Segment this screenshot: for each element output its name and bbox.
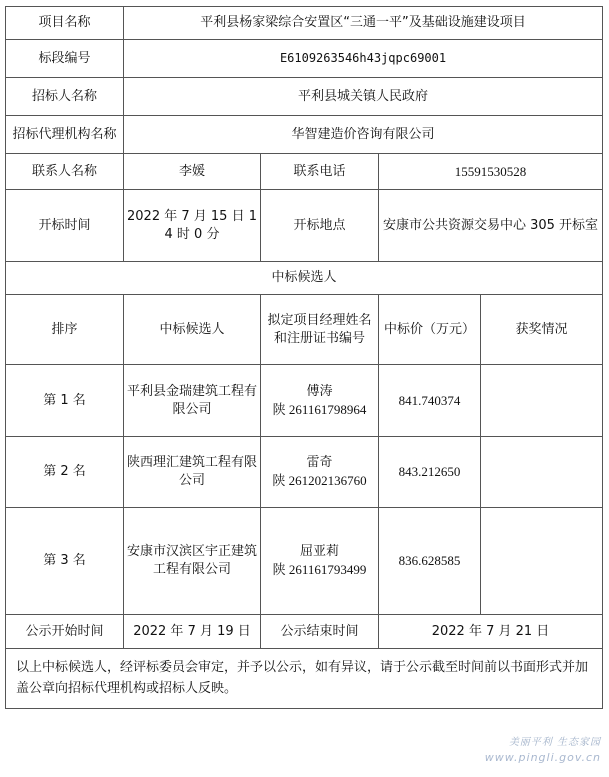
table-row xyxy=(6,437,603,508)
header-candidate: 中标候选人 xyxy=(124,295,261,365)
row-publicity xyxy=(6,615,603,649)
opening-time-value: 2022 年 7 月 15 日 14 时 0 分 xyxy=(124,190,261,262)
project-name-value: 平利县杨家梁综合安置区“三通一平”及基础设施建设项目 xyxy=(124,7,603,40)
candidate-price: 836.628585 xyxy=(379,508,481,615)
candidate-manager xyxy=(261,437,379,508)
header-rank: 排序 xyxy=(6,295,124,365)
candidates-heading: 中标候选人 xyxy=(6,262,603,295)
manager-cert: 陕 261202136760 xyxy=(272,473,367,488)
phone-label: 联系电话 xyxy=(261,154,379,190)
table-row xyxy=(6,508,603,615)
candidate-rank: 第 3 名 xyxy=(6,508,124,615)
manager-name: 屈亚莉 xyxy=(299,544,339,560)
site-watermark xyxy=(485,736,601,765)
header-manager: 拟定项目经理姓名和注册证书编号 xyxy=(261,295,379,365)
opening-place-label: 开标地点 xyxy=(261,190,379,262)
watermark-brand: 美丽平利 生态家园 xyxy=(508,736,601,748)
candidate-manager xyxy=(261,508,379,615)
manager-name: 雷奇 xyxy=(306,455,333,471)
manager-cert: 陕 261161793499 xyxy=(272,562,367,577)
row-section-code xyxy=(6,40,603,78)
section-code-label: 标段编号 xyxy=(6,40,124,78)
candidate-awards xyxy=(481,365,603,437)
row-tenderer xyxy=(6,78,603,116)
row-note xyxy=(6,649,603,709)
row-candidates-heading xyxy=(6,262,603,295)
publicity-end-value: 2022 年 7 月 21 日 xyxy=(379,615,603,649)
table-row xyxy=(6,365,603,437)
header-awards: 获奖情况 xyxy=(481,295,603,365)
agency-value: 华智建造价咨询有限公司 xyxy=(124,116,603,154)
opening-place-value: 安康市公共资源交易中心 305 开标室 xyxy=(379,190,603,262)
row-candidate-headers xyxy=(6,295,603,365)
row-agency xyxy=(6,116,603,154)
row-contact xyxy=(6,154,603,190)
candidate-awards xyxy=(481,508,603,615)
candidate-awards xyxy=(481,437,603,508)
manager-name: 傅涛 xyxy=(306,383,333,399)
candidate-price: 843.212650 xyxy=(379,437,481,508)
watermark-url: www.pingli.gov.cn xyxy=(484,750,601,764)
candidate-rank: 第 1 名 xyxy=(6,365,124,437)
candidate-manager xyxy=(261,365,379,437)
tenderer-label: 招标人名称 xyxy=(6,78,124,116)
publicity-start-label: 公示开始时间 xyxy=(6,615,124,649)
bid-result-sheet xyxy=(5,6,602,709)
candidate-company: 陕西理汇建筑工程有限公司 xyxy=(124,437,261,508)
manager-cert: 陕 261161798964 xyxy=(272,401,367,417)
objection-note: 以上中标候选人，经评标委员会审定，并予以公示，如有异议，请于公示截至时间前以书面形式并加盖公章向招标代理机构或招标人反映。 xyxy=(6,649,603,709)
header-price: 中标价（万元） xyxy=(379,295,481,365)
candidate-price: 841.740374 xyxy=(379,365,481,437)
phone-value: 15591530528 xyxy=(379,154,603,190)
contact-name: 李媛 xyxy=(124,154,261,190)
section-code-value: E6109263546h43jqpc69001 xyxy=(124,40,603,78)
candidate-company: 平利县金瑞建筑工程有限公司 xyxy=(124,365,261,437)
agency-label: 招标代理机构名称 xyxy=(6,116,124,154)
row-opening xyxy=(6,190,603,262)
candidate-rank: 第 2 名 xyxy=(6,437,124,508)
contact-label: 联系人名称 xyxy=(6,154,124,190)
opening-time-label: 开标时间 xyxy=(6,190,124,262)
tenderer-value: 平利县城关镇人民政府 xyxy=(124,78,603,116)
bid-result-table xyxy=(5,6,603,709)
row-project-name xyxy=(6,7,603,40)
project-name-label: 项目名称 xyxy=(6,7,124,40)
publicity-start-value: 2022 年 7 月 19 日 xyxy=(124,615,261,649)
publicity-end-label: 公示结束时间 xyxy=(261,615,379,649)
candidate-company: 安康市汉滨区宇正建筑工程有限公司 xyxy=(124,508,261,615)
